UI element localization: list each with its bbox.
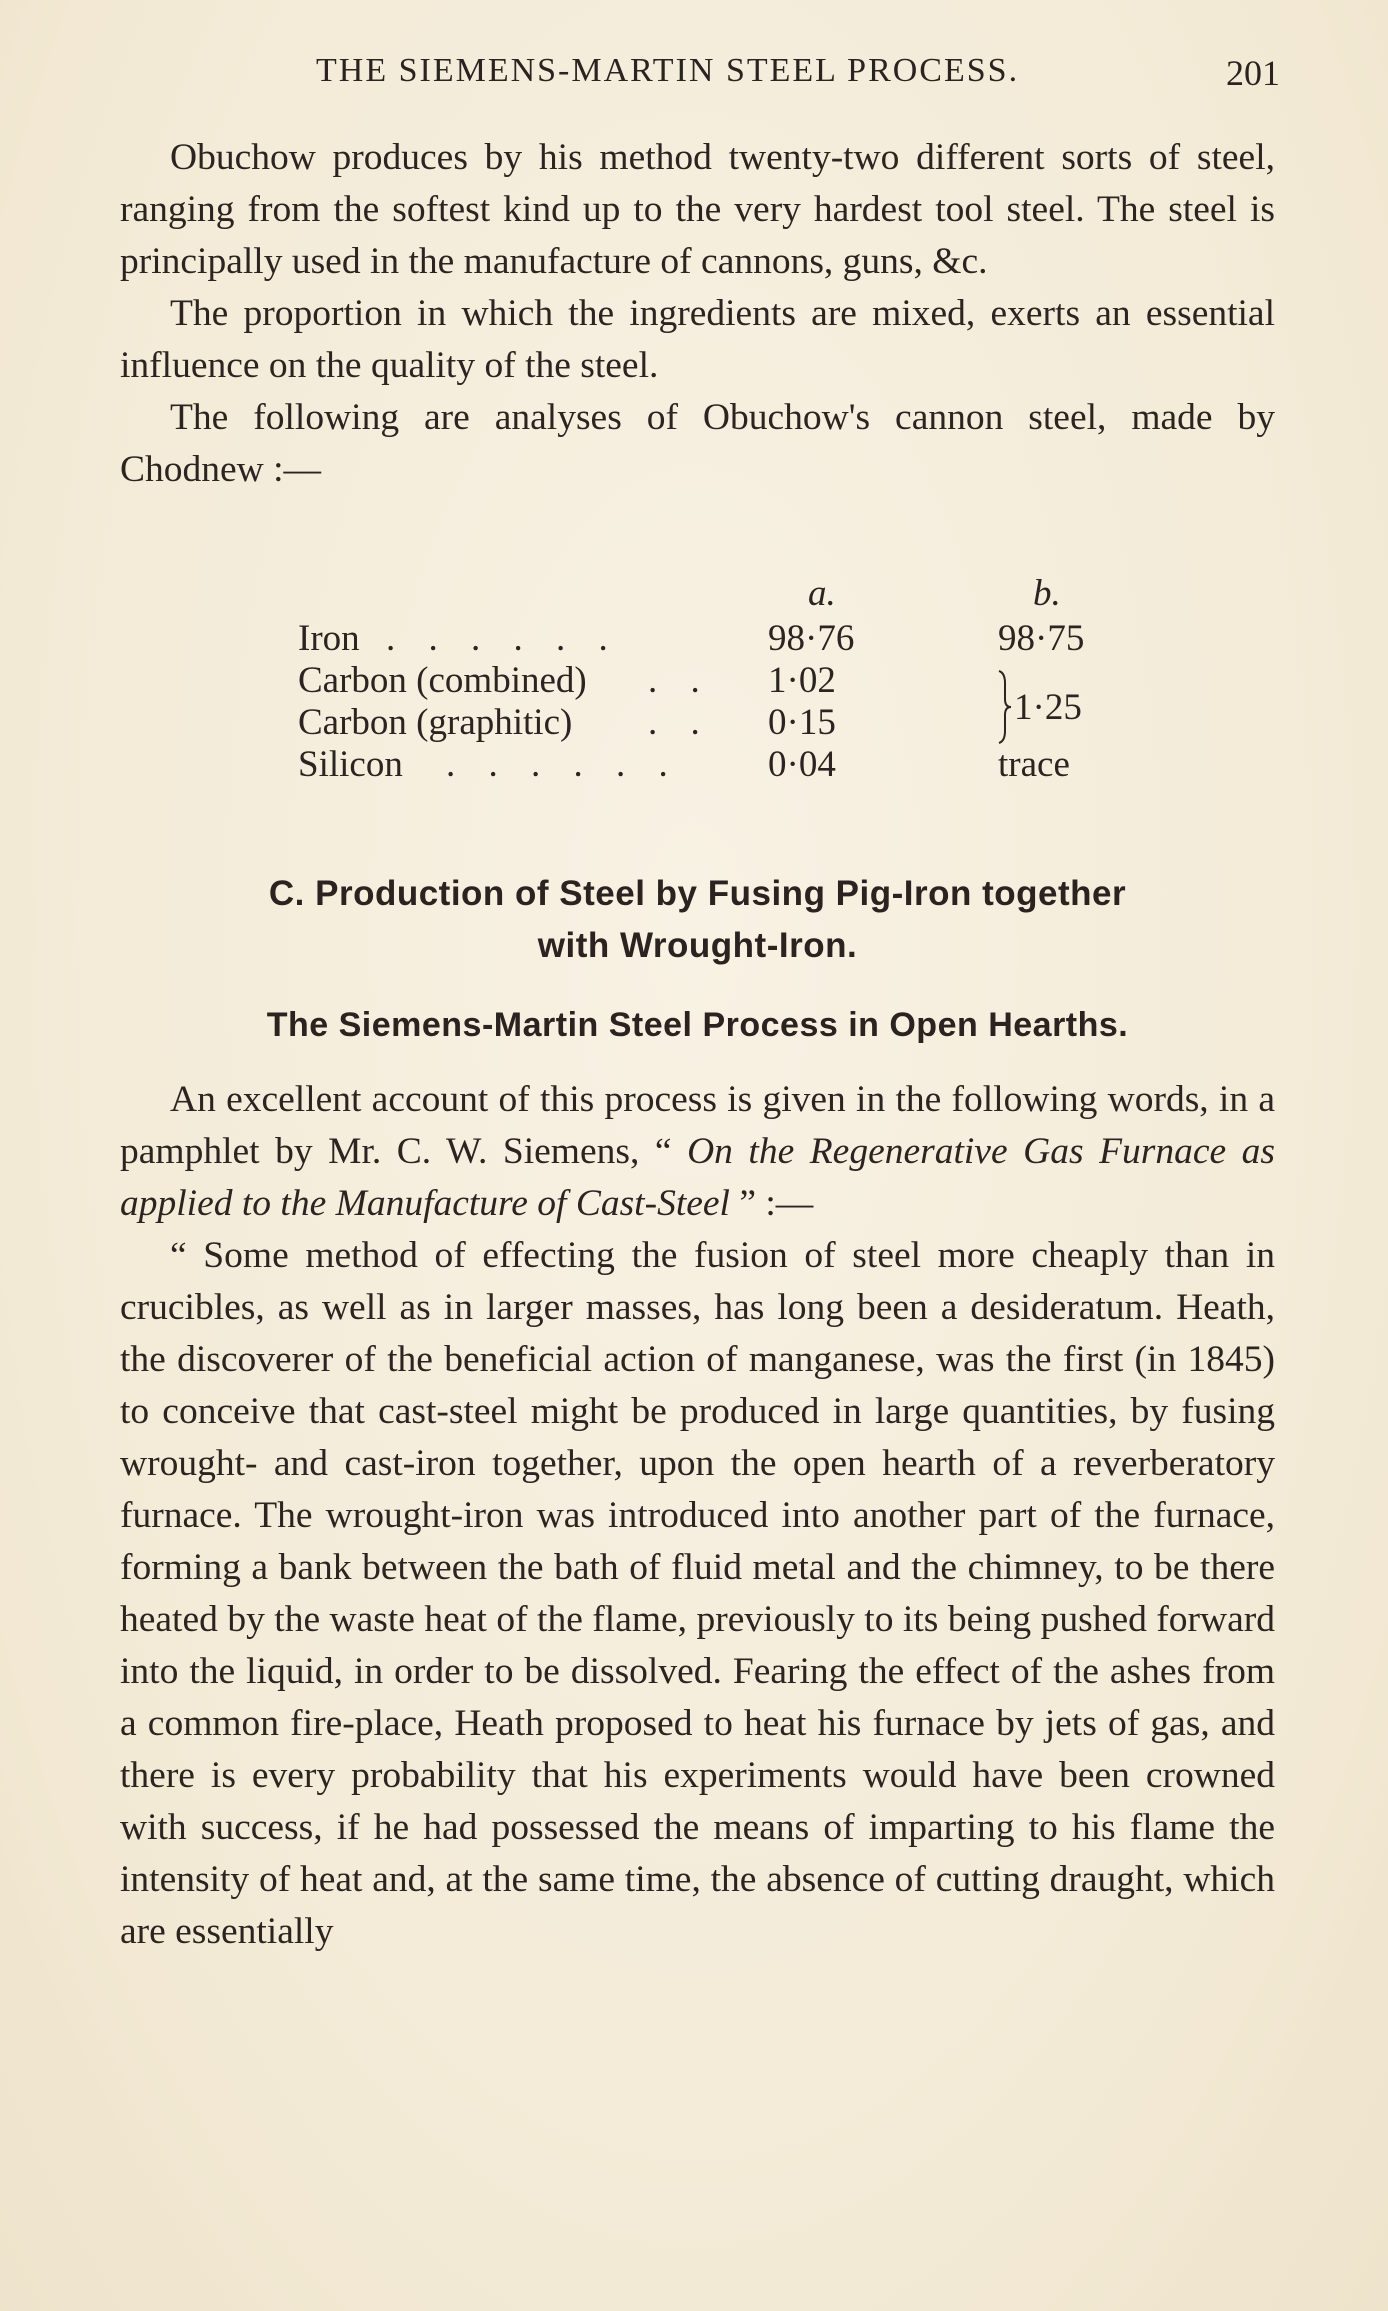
- section-heading-line-2: with Wrought-Iron.: [537, 926, 858, 965]
- paragraph-pamphlet-reference: [120, 1074, 1275, 1230]
- paragraph-obuchow-sorts: Obuchow produces by his method twenty-two different sorts of steel, ranging from the softest kind up to the very hardest tool steel. The steel is principally used in the manufacture of cannons, guns, &c.: [120, 137, 1275, 282]
- paragraph-proportion: The proportion in which the ingredients are mixed, exerts an essential influence on the quality of the steel.: [120, 293, 1275, 386]
- body-text: [120, 1074, 1275, 1958]
- intro-text: [120, 132, 1275, 496]
- row-label: Silicon: [298, 744, 403, 785]
- value-a: 0·15: [768, 702, 836, 743]
- value-a: 98·76: [768, 618, 855, 659]
- value-b: trace: [998, 744, 1070, 785]
- column-header-b: b.: [1033, 573, 1061, 614]
- leader-dots: . .: [648, 702, 712, 743]
- table-row-iron: [298, 617, 1198, 662]
- brace-value: 1·25: [1014, 687, 1082, 728]
- table-row-silicon: [298, 743, 1198, 788]
- value-a: 0·04: [768, 744, 836, 785]
- pamphlet-title: On the Regenerative Gas Furnace as applied to the Manufacture of Cast-Steel: [120, 1131, 1275, 1224]
- row-label: Carbon (graphitic): [298, 702, 573, 743]
- section-heading: [120, 868, 1275, 972]
- paragraph-analyses-intro: The following are analyses of Obuchow's cannon steel, made by Chodnew :—: [120, 397, 1275, 490]
- pamphlet-intro-text: An excellent account of this process is given in the following words, in a pamphlet by Mr. C. W. Siemens, “: [120, 1079, 1275, 1172]
- leader-dots: . . . . . .: [386, 618, 620, 659]
- pamphlet-closing-text: ” :—: [729, 1183, 814, 1224]
- value-a: 1·02: [768, 660, 836, 701]
- column-header-a: a.: [808, 573, 836, 614]
- right-brace-icon: [998, 669, 1012, 745]
- row-label: Iron: [298, 618, 360, 659]
- subsection-heading: The Siemens-Martin Steel Process in Open Hearths.: [266, 1006, 1129, 1044]
- section-heading-line-1: C. Production of Steel by Fusing Pig-Iron together: [268, 874, 1127, 913]
- leader-dots: . .: [648, 660, 712, 701]
- row-label: Carbon (combined): [298, 660, 587, 701]
- page-number: 201: [1226, 53, 1280, 93]
- page-header: [120, 52, 1280, 102]
- running-head: THE SIEMENS-MARTIN STEEL PROCESS.: [316, 52, 1020, 89]
- paragraph-quotation: “ Some method of effecting the fusion of steel more cheaply than in crucibles, as well as in larger masses, has long been a desideratum. Heath, the discoverer of the beneficial action of manganese, was the first (in 1845) to conceive that cast-steel might be produced in large quantities, by fusing wrought- and cast-iron together, upon the open hearth of a reverberatory furnace. The wrought-iron was introduced into another part of the furnace, forming a bank between the bath of fluid metal and the chimney, to be there heated by the waste heat of the flame, previously to its being pushed forward into the liquid, in order to be dissolved. Fearing the effect of the ashes from a common fire-place, Heath proposed to heat his furnace by jets of gas, and there is every probability that his experiments would have been crowned with success, if he had possessed the means of imparting to his flame the intensity of heat and, at the same time, the absence of cutting draught, which are essentially: [120, 1235, 1275, 1952]
- leader-dots: . . . . . .: [446, 744, 680, 785]
- analysis-table: [298, 572, 1198, 792]
- value-b: 98·75: [998, 618, 1085, 659]
